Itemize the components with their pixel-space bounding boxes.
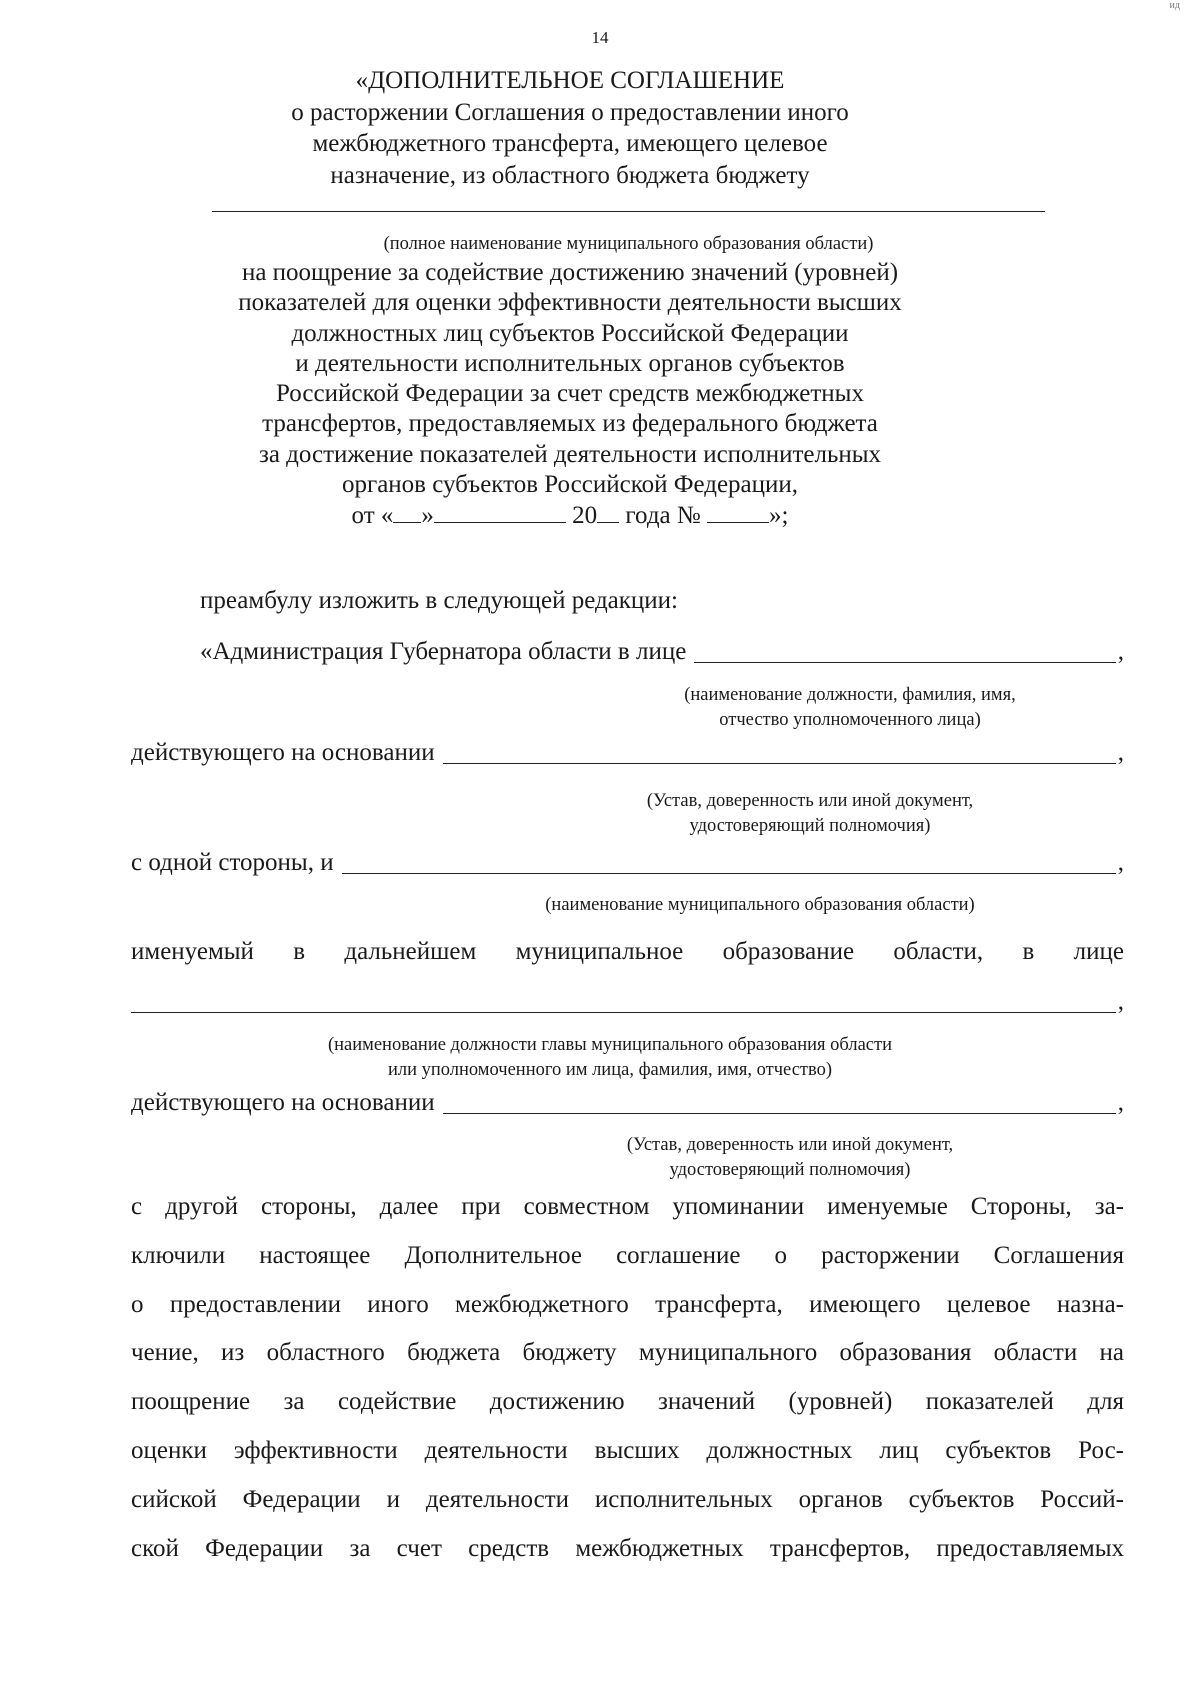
comma: , [1117,739,1124,766]
number-blank [707,500,769,523]
named-as-line [131,937,1124,967]
one-side-text: с одной стороны, и [131,849,334,876]
title-line: межбюджетного трансферта, имеющего целевое [312,130,828,157]
head-name-caption [200,1033,1020,1083]
word: в [1022,938,1035,965]
official-name-caption [600,683,1100,733]
caption-line: (Устав, доверенность или иной документ, [626,1135,954,1155]
caption-line: или уполномоченного им лица, фамилия, имя, отчество) [387,1060,833,1080]
word: области, [893,938,984,965]
comma: , [1117,1089,1124,1116]
caption-line: удостоверяющий полномочия) [669,1160,911,1180]
purpose-line: Российской Федерации за счет средств межбюджетных [276,380,864,408]
acting-basis-line-2 [131,1088,1124,1118]
one-side-line [131,848,1124,878]
municipality-blank-line [212,211,1045,212]
preamble-intro-text: преамбулу изложить в следующей редакции: [200,587,679,614]
day-blank [393,500,421,523]
date-end: »; [769,502,789,530]
administration-text: «Администрация Губернатора области в лице [200,638,687,665]
official-name-blank [694,640,1115,663]
date-close: » [421,502,434,530]
head-name-blank [131,990,1116,1013]
agreement-date-line [180,500,960,531]
comma: , [1117,988,1124,1015]
purpose-line: трансфертов, предоставляемых из федерального бюджета [262,410,878,438]
municipality-blank [342,851,1116,874]
final-paragraph [131,1183,1124,1573]
basis-caption [560,789,1060,839]
word: дальнейшем [344,938,477,965]
paragraph-line: сийской Федерации и деятельности исполнительных органов субъектов Россий- [131,1485,1124,1513]
acting-basis-text: действующего на основании [131,739,435,766]
title-line: «ДОПОЛНИТЕЛЬНОЕ СОГЛАШЕНИЕ [355,67,785,94]
basis-caption-2 [540,1133,1040,1183]
comma: , [1117,849,1124,876]
caption-line: (Устав, доверенность или иной документ, [646,791,974,811]
word: лице [1073,938,1124,965]
basis-blank-2 [443,1091,1116,1114]
basis-blank [443,741,1116,764]
purpose-line: и деятельности исполнительных органов субъектов [295,349,845,377]
paragraph-line: чение, из областного бюджета бюджету муниципального образования области на [131,1339,1124,1367]
paragraph-line: оценки эффективности деятельности высших должностных лиц субъектов Рос- [131,1436,1124,1464]
purpose-block [180,258,960,532]
caption-line: (наименование должности главы муниципального образования области [327,1035,893,1055]
year-prefix: 20 [572,502,598,530]
purpose-line: показателей для оценки эффективности деятельности высших [238,289,902,317]
acting-basis-line [131,738,1124,768]
comma: , [1117,638,1124,665]
head-name-line [131,987,1124,1017]
year-suffix: года № [625,502,701,530]
paragraph-line: о предоставлении иного межбюджетного трансферта, имеющего целевое назна- [131,1290,1124,1318]
year-blank [597,500,619,523]
purpose-line: органов субъектов Российской Федерации, [341,471,799,499]
administration-line [200,637,1124,667]
paragraph-line: с другой стороны, далее при совместном упоминании именуемые Стороны, за- [131,1193,1124,1220]
paragraph-line: поощрение за содействие достижению значений (уровней) показателей для [131,1388,1124,1416]
paragraph-line: ской Федерации за счет средств межбюджетных трансфертов, предоставляемых [131,1534,1124,1562]
caption-line: отчество уполномоченного лица) [719,710,981,730]
word: именуемый [131,938,254,965]
word: в [293,938,306,965]
month-blank [434,500,566,523]
purpose-line: должностных лиц субъектов Российской Федерации [291,319,849,347]
purpose-line: за достижение показателей деятельности исполнительных [258,440,882,468]
purpose-line: на поощрение за содействие достижению значений (уровней) [241,259,899,286]
preamble-intro [200,586,1124,616]
page-number: 14 [591,28,609,47]
document-title [180,65,960,191]
caption-line: удостоверяющий полномочия) [689,816,931,836]
corner-mark: ид [1169,0,1180,11]
acting-basis-text-2: действующего на основании [131,1089,435,1116]
municipality-full-name-caption: (полное наименование муниципального образования области) [383,234,874,254]
municipality-name-caption: (наименование муниципального образования области) [545,895,975,915]
title-line: назначение, из областного бюджета бюджету [330,161,810,189]
paragraph-line: ключили настоящее Дополнительное соглашение о расторжении Соглашения [131,1241,1124,1269]
word: муниципальное [515,938,684,965]
title-line: о расторжении Соглашения о предоставлении иного [291,98,849,126]
date-prefix: от « [351,502,394,530]
word: образование [722,938,855,965]
caption-line: (наименование должности, фамилия, имя, [684,685,1016,705]
